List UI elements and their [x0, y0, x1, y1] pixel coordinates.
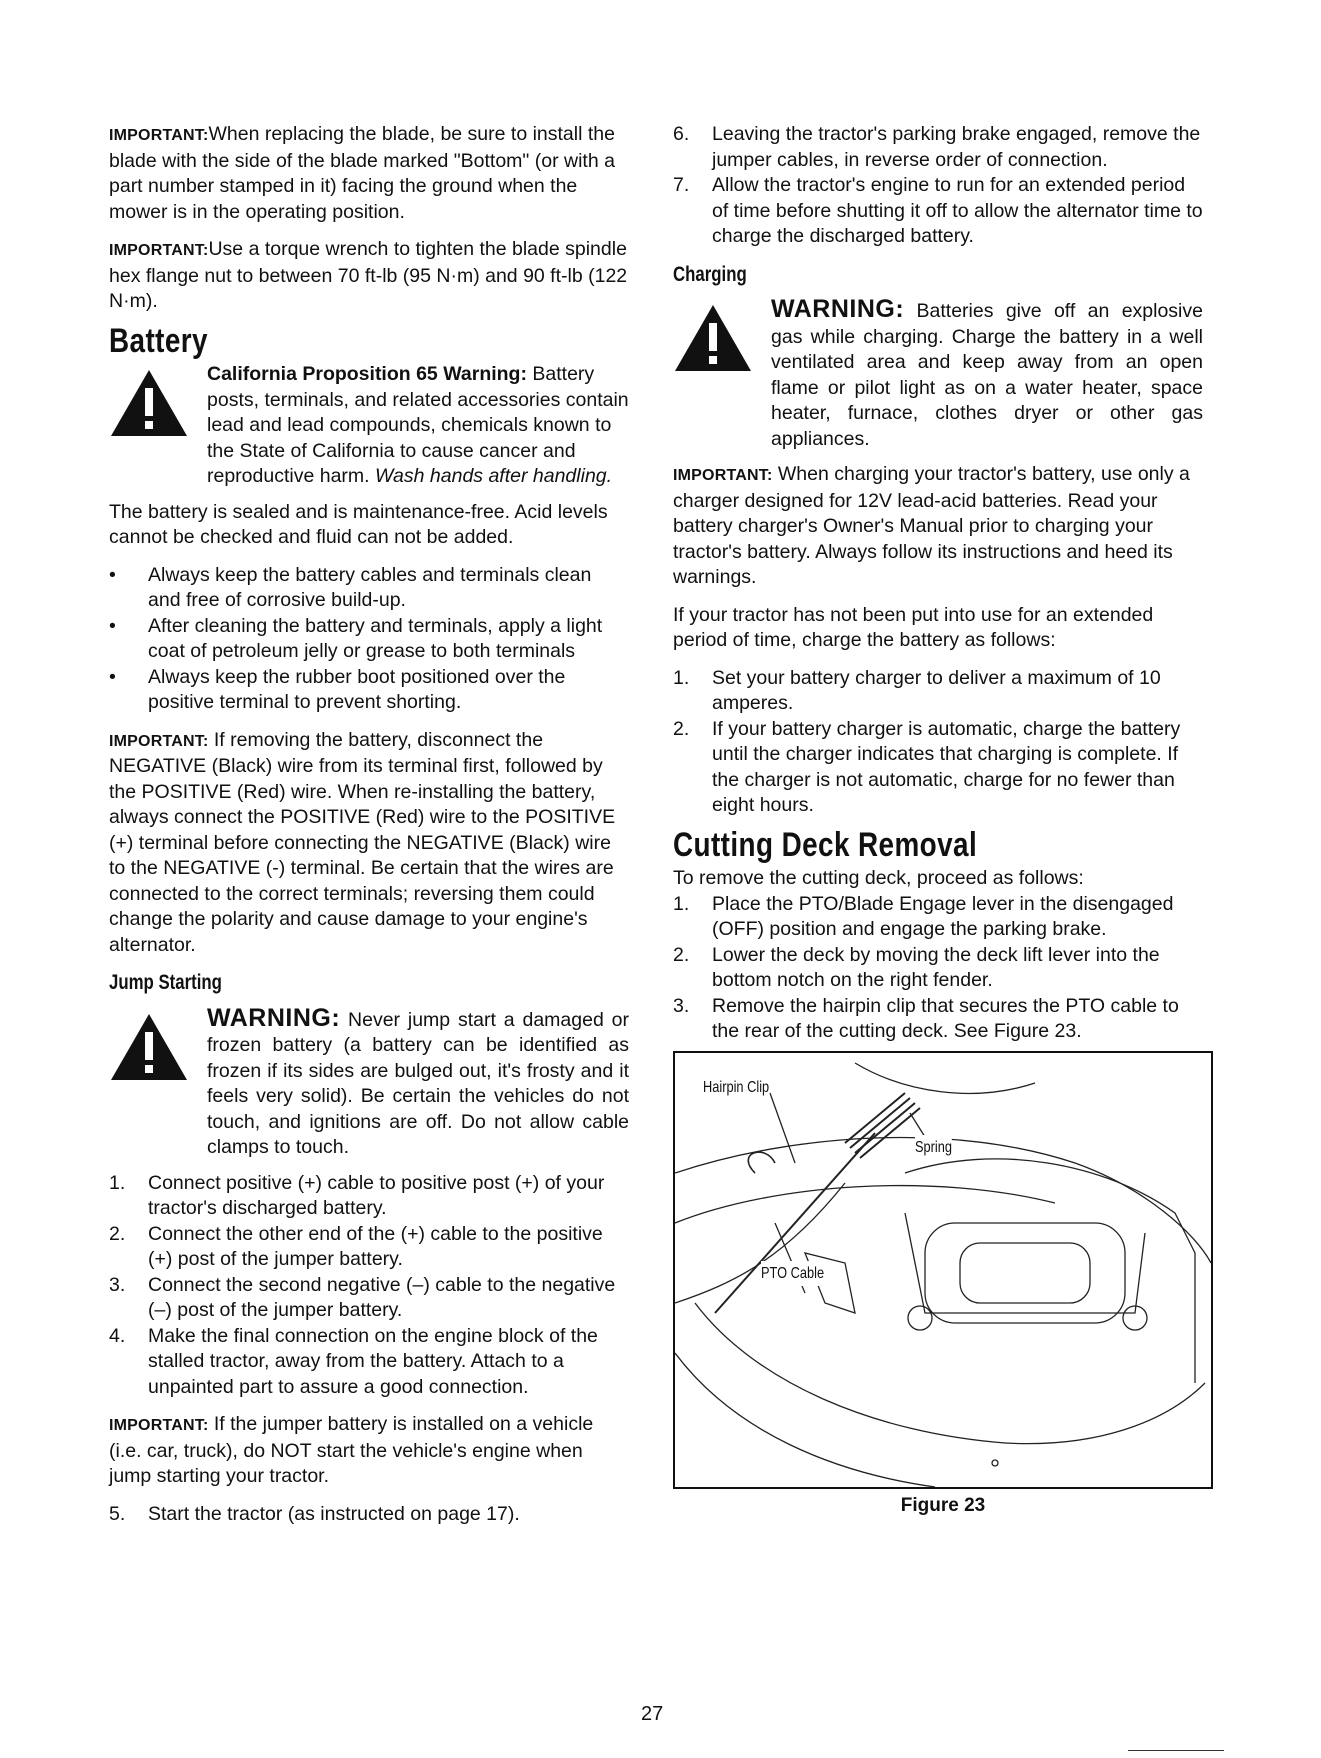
- list-item: 6. Leaving the tractor's parking brake engaged, remove the jumper cables, in reverse order of connection.: [673, 123, 1201, 171]
- important-blade-note: IMPORTANT:When replacing the blade, be sure to install the blade with the side of the blade marked "Bottom" (or with a part number stamped in it) facing the ground when the mower is in the operating position.: [109, 123, 615, 223]
- list-item: • Always keep the battery cables and terminals clean and free of corrosive build-up.: [109, 563, 629, 614]
- list-item: 2. Lower the deck by moving the deck lift lever into the bottom notch on the right fender.: [673, 943, 1160, 991]
- battery-bullets: [109, 563, 629, 716]
- important-charger: IMPORTANT: When charging your tractor's battery, use only a charger designed for 12V lead-acid batteries. Read your battery charger's Owner's Manual prior to charging your tractor's battery. Always follow its instructions and heed its warnings.: [673, 463, 1190, 588]
- warning-triangle-icon: [109, 362, 189, 490]
- prop65-warning: [109, 362, 629, 490]
- figure-caption: Figure 23: [900, 1494, 986, 1516]
- warning-triangle-icon: [109, 1006, 189, 1161]
- list-item: 3. Connect the second negative (–) cable to the negative (–) post of the jumper battery.: [109, 1273, 616, 1321]
- footer-rule: [1128, 1750, 1224, 1751]
- battery-heading: Battery: [109, 321, 208, 360]
- list-item: • Always keep the rubber boot positioned over the positive terminal to prevent shorting.: [109, 665, 629, 716]
- list-item: 1. Place the PTO/Blade Engage lever in the disengaged (OFF) position and engage the parking brake.: [673, 892, 1174, 940]
- prop65-text: California Proposition 65 Warning: Battery posts, terminals, and related accessories contain lead and lead compounds, chemicals known to the State of California to cause cancer and reproductive harm. Wash hands after handling.: [207, 363, 629, 487]
- jump-starting-heading: Jump Starting: [109, 971, 222, 994]
- list-item: 2. If your battery charger is automatic, charge the battery until the charger indicates that charging is complete. If the charger is not automatic, charge for no fewer than eight hours.: [673, 717, 1181, 816]
- deck-drawing: [675, 1053, 1211, 1487]
- jump-steps-continued: [109, 1502, 629, 1528]
- jump-warning-text: WARNING: Never jump start a damaged or frozen battery (a battery can be identified as frozen if its sides are bulged out, it's frosty and it feels very solid). Be certain the vehicles do not touch, and ignitions are off. Do not allow cable clamps to touch.: [207, 1003, 629, 1158]
- list-item: 5. Start the tractor (as instructed on page 17).: [109, 1502, 520, 1525]
- list-item: 1. Connect positive (+) cable to positive post (+) of your tractor's discharged battery.: [109, 1171, 605, 1219]
- important-battery-removal: IMPORTANT: If removing the battery, disconnect the NEGATIVE (Black) wire from its terminal first, followed by the POSITIVE (Red) wire. When re-installing the battery, always connect the POSITIVE (Red) wire to the POSITIVE (+) terminal before connecting the NEGATIVE (Black) wire to the NEGATIVE (-) terminal. Be certain that the wires are connected to the correct terminals; reversing them could change the polarity and cause damage to your engine's alternator.: [109, 728, 616, 956]
- charging-steps: [673, 666, 1203, 819]
- jump-steps-final: [673, 122, 1203, 250]
- list-item: 3. Remove the hairpin clip that secures the PTO cable to the rear of the cutting deck. See Figure 23.: [673, 994, 1179, 1042]
- figure-23-illustration: [673, 1051, 1213, 1489]
- warning-triangle-icon: [673, 297, 753, 452]
- charging-warning: [673, 297, 1203, 452]
- deck-steps: [673, 892, 1203, 1045]
- battery-paragraph: The battery is sealed and is maintenance-free. Acid levels cannot be checked and fluid can not be added.: [109, 500, 608, 548]
- list-item: 1. Set your battery charger to deliver a maximum of 10 amperes.: [673, 666, 1161, 714]
- charging-heading: Charging: [673, 262, 747, 286]
- right-column: [673, 122, 1203, 1518]
- list-item: 7. Allow the tractor's engine to run for an extended period of time before shutting it off to allow the alternator time to charge the discharged battery.: [673, 174, 1203, 247]
- left-column: [109, 122, 629, 1539]
- cutting-deck-heading: Cutting Deck Removal: [673, 825, 978, 864]
- spring-label: Spring: [915, 1135, 952, 1161]
- hairpin-clip-label: Hairpin Clip: [703, 1075, 769, 1101]
- charging-warning-text: WARNING: Batteries give off an explosive gas while charging. Charge the battery in a well ventilated area and keep away from an open flame or pilot light as on a water heater, space heater, furnace, clothes dryer or other gas appliances.: [771, 295, 1203, 450]
- pto-cable-label: PTO Cable: [761, 1261, 824, 1287]
- page-number: 27: [641, 1703, 664, 1725]
- list-item: • After cleaning the battery and terminals, apply a light coat of petroleum jelly or grease to both terminals: [109, 614, 629, 665]
- deck-intro: To remove the cutting deck, proceed as follows:: [673, 867, 1084, 889]
- list-item: 4. Make the final connection on the engine block of the stalled tractor, away from the battery. Attach to a unpainted part to assure a good connection.: [109, 1324, 598, 1398]
- charging-paragraph: If your tractor has not been put into use for an extended period of time, charge the battery as follows:: [673, 603, 1154, 651]
- jump-steps: [109, 1171, 629, 1401]
- list-item: 2. Connect the other end of the (+) cable to the positive (+) post of the jumper battery.: [109, 1222, 603, 1270]
- jump-warning: [109, 1003, 629, 1161]
- important-torque-note: IMPORTANT:Use a torque wrench to tighten the blade spindle hex flange nut to between 70 ft-lb (95 N·m) and 90 ft-lb (122 N·m).: [109, 238, 628, 312]
- important-jumper-vehicle: IMPORTANT: If the jumper battery is installed on a vehicle (i.e. car, truck), do NOT start the vehicle's engine when jump starting your tractor.: [109, 1413, 594, 1487]
